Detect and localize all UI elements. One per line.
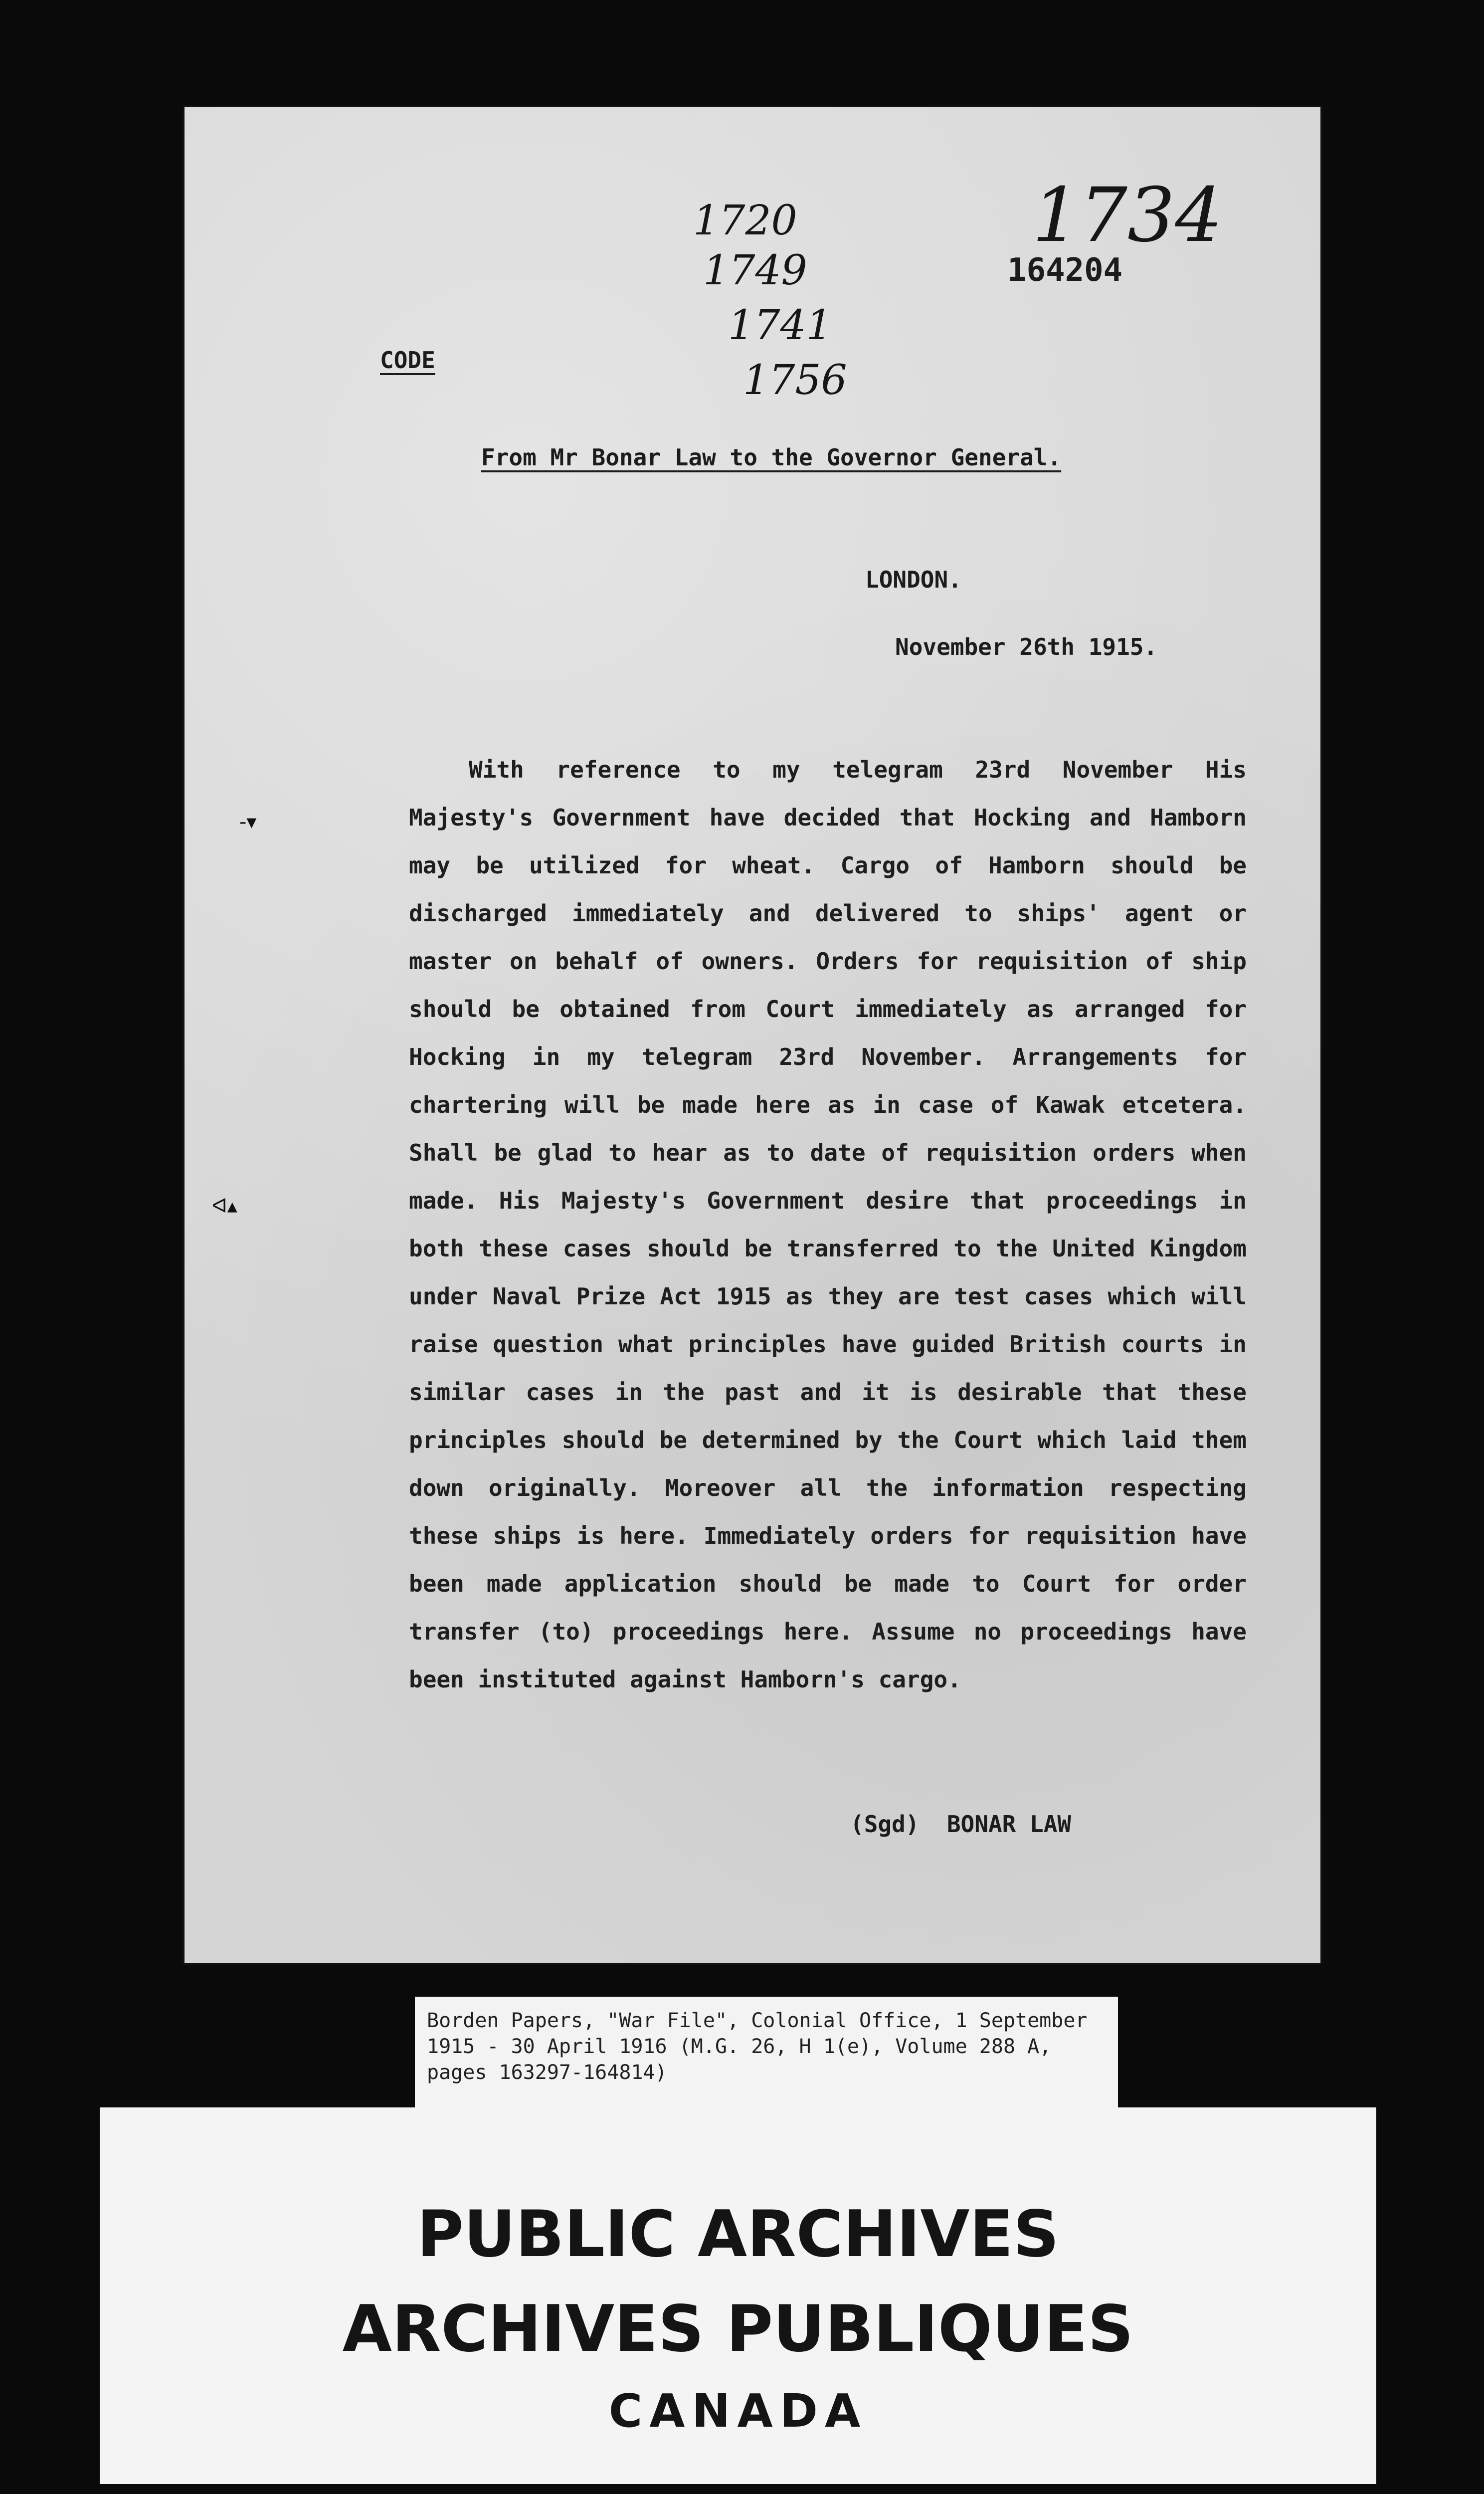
code-label: CODE — [380, 347, 435, 374]
stamp-line-archives-publiques: ARCHIVES PUBLIQUES — [342, 2292, 1134, 2366]
typed-letter-page — [185, 107, 1320, 1963]
letter-place: LONDON. — [865, 566, 962, 593]
letter-title: From Mr Bonar Law to the Governor General. — [481, 444, 1062, 471]
letter-date: November 26th 1915. — [895, 633, 1158, 660]
margin-arrow-mark: -▾ — [239, 811, 257, 833]
stamp-number: 164204 — [1007, 252, 1123, 289]
handwritten-note-4: 1756 — [743, 357, 847, 404]
handwritten-note-2: 1749 — [703, 247, 807, 294]
margin-tick-mark: ᐊ▴ — [212, 1195, 237, 1218]
handwritten-page-number: 1734 — [1032, 172, 1223, 259]
archive-citation: Borden Papers, "War File", Colonial Office, 1 September 1915 - 30 April 1916 (M.G. 26, H 1(e), Volume 288 A, pages 163297-164814) — [427, 2009, 1100, 2084]
handwritten-note-3: 1741 — [728, 302, 832, 349]
letter-body: With reference to my telegram 23rd November His Majesty's Government have decided that Hocking and Hamborn may be utilized for wheat. Cargo of Hamborn should be discharged immediately and delivered to ships' agent or master on behalf of owners. Orders for requisition of ship should be obtained from Court immediately as arranged for Hocking in my telegram 23rd November. Arrangements for chartering will be made here as in case of Kawak etcetera. Shall be glad to hear as to date of requisition orders when made. His Majesty's Government desire that proceedings in both these cases should be transferred to the United Kingdom under Naval Prize Act 1915 as they are test cases which will raise question what principles have guided British courts in similar cases in the past and it is desirable that these principles should be determined by the Court which laid them down originally. Moreover all the information respecting these ships is here. Immediately orders for requisition have been made application should be made to Court for order transfer (to) proceedings here. Assume no proceedings have been instituted against Hamborn's cargo. — [409, 756, 1247, 1693]
handwritten-note-1: 1720 — [693, 197, 797, 244]
signature: (Sgd) BONAR LAW — [850, 1811, 1072, 1838]
stamp-line-canada: CANADA — [608, 2384, 868, 2438]
stamp-line-public-archives: PUBLIC ARCHIVES — [417, 2197, 1059, 2272]
archive-stamp — [100, 2107, 1376, 2484]
archive-citation-card — [415, 1997, 1118, 2110]
